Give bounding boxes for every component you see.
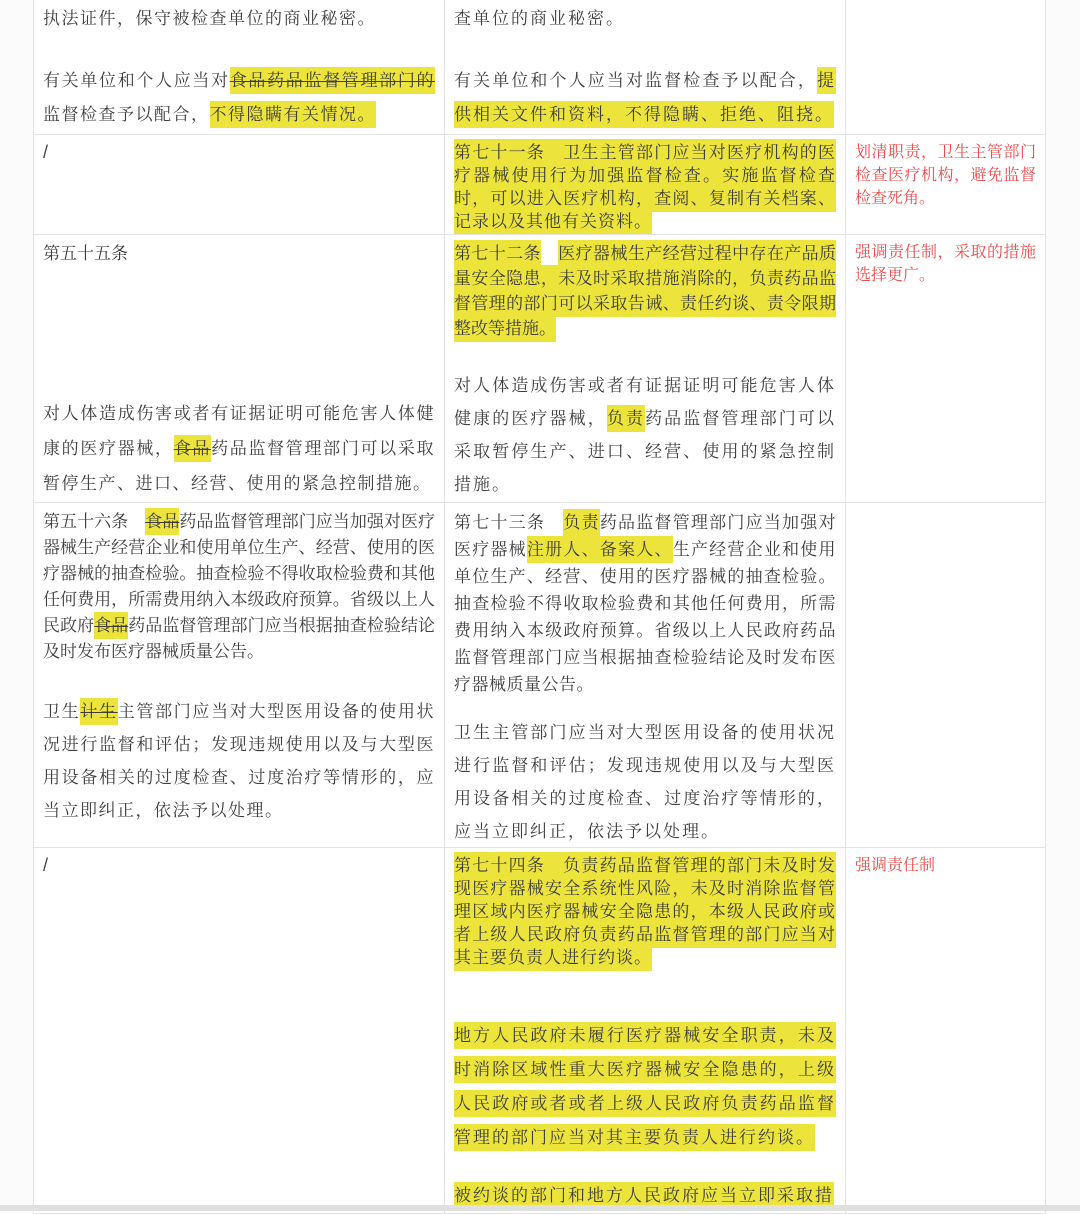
paragraph — [855, 141, 1036, 210]
comment-cell — [846, 0, 1046, 134]
row-article-74 — [34, 848, 1046, 1214]
paragraph — [43, 396, 435, 501]
paragraph — [43, 695, 435, 827]
paragraph — [454, 1019, 836, 1155]
highlighted-text: 负责 — [563, 509, 599, 536]
deleted-text: 食品 — [174, 435, 211, 462]
text-segment: 生产经营企业和使用单位生产、经营、使用的医疗器械的抽查检验。抽查检验不得收取检验费和其他任何费用，所需费用纳入本级政府预算。省级以上人民政府药品监督管理部门应当根据抽查检验结论及时发布医疗器械质量公告。 — [454, 540, 837, 694]
comparison-table — [33, 0, 1046, 1214]
highlighted-text: 第七十二条 — [454, 240, 541, 267]
text-segment: 药品监督管理部门应当加强对医疗器械生产经营企业和使用单位生产、经营、使用的医疗器械的抽查检验。抽查检验不得收取检验费和其他任何费用，所需费用纳入本级政府预算。省级以上人民政府 — [43, 512, 436, 635]
deleted-text: 食品药品监督管理部门的 — [230, 67, 435, 94]
deleted-text: 食品 — [94, 612, 128, 639]
paragraph — [454, 241, 836, 341]
paragraph — [43, 854, 435, 877]
row-inspection-cooperation — [34, 0, 1046, 135]
text-segment: / — [43, 855, 49, 875]
text-segment: 查单位的商业秘密。 — [454, 9, 625, 28]
old-law-cell — [34, 235, 445, 502]
highlighted-text: 提供相关文件和资料，不得隐瞒、拒绝、阻挠。 — [454, 67, 836, 128]
highlighted-text: 第七十一条 卫生主管部门应当对医疗机构的医疗器械使用行为加强监督检查。实施监督检查时，可以进入医疗机构，查阅、复制有关档案、记录以及其他有关资料。 — [454, 139, 836, 234]
text-segment: 划清职责，卫生主管部门检查医疗机构，避免监督检查死角。 — [855, 144, 1036, 207]
text-segment — [541, 244, 558, 263]
paragraph — [43, 64, 435, 132]
text-segment: 药品监督管理部门可以采取暂停生产、进口、经营、使用的紧急控制措施。 — [43, 439, 436, 493]
highlighted-text: 第七十四条 负责药品监督管理的部门未及时发现医疗器械安全系统性风险，未及时消除监督管理区域内医疗器械安全隐患的，本级人民政府或者上级人民政府负责药品监督管理的部门应当对其主要负责人进行约谈。 — [454, 852, 836, 971]
paragraph — [454, 369, 836, 501]
paragraph — [454, 509, 836, 698]
paragraph — [43, 241, 435, 266]
text-segment: 有关单位和个人应当对监督检查予以配合， — [454, 71, 817, 90]
text-segment: 药品监督管理部门应当根据抽查检验结论及时发布医疗器械质量公告。 — [43, 616, 436, 661]
text-segment: 药品监督管理部门可以采取暂停生产、进口、经营、使用的紧急控制措施。 — [454, 409, 837, 494]
new-law-cell — [445, 235, 846, 502]
row-article-71 — [34, 135, 1046, 235]
old-law-cell — [34, 848, 445, 1213]
comment-cell — [846, 848, 1046, 1213]
text-segment: 执法证件，保守被检查单位的商业秘密。 — [43, 9, 376, 28]
paragraph — [855, 854, 1036, 877]
text-segment: 对人体造成伤害或者有证据证明可能危害人体健康的医疗器械， — [43, 404, 435, 458]
old-law-cell — [34, 0, 445, 134]
paragraph — [43, 141, 435, 164]
text-segment: 强调责任制 — [855, 857, 936, 874]
row-article-56-73 — [34, 503, 1046, 848]
text-segment: 卫生主管部门应当对大型医用设备的使用状况进行监督和评估；发现违规使用以及与大型医用设备相关的过度检查、过度治疗等情形的，应当立即纠正，依法予以处理。 — [454, 723, 836, 841]
text-segment: 监督检查予以配合， — [43, 105, 210, 124]
text-segment: 卫生 — [43, 702, 81, 721]
new-law-cell — [445, 135, 846, 234]
paragraph — [454, 716, 836, 847]
paragraph — [454, 854, 836, 969]
text-segment: 第五十五条 — [43, 244, 128, 263]
highlighted-text: 负责 — [607, 405, 645, 432]
comment-cell — [846, 135, 1046, 234]
highlighted-text: 地方人民政府未履行医疗器械安全职责，未及时消除区域性重大医疗器械安全隐患的，上级人民政府或者或者上级人民政府负责药品监督管理的部门应当对其主要负责人进行约谈。 — [454, 1022, 836, 1151]
text-segment: 有关单位和个人应当对 — [43, 71, 230, 90]
new-law-cell — [445, 503, 846, 847]
new-law-cell — [445, 0, 846, 134]
bottom-edge-strip — [0, 1205, 1080, 1211]
row-article-55-72 — [34, 235, 1046, 503]
paragraph — [454, 64, 836, 132]
highlighted-text: 医疗器械生产经营过程中存在产品质量安全隐患，未及时采取措施消除的，负责药品监督管理的部门可以采取告诫、责任约谈、责令限期整改等措施。 — [454, 240, 836, 342]
paragraph — [855, 241, 1036, 287]
text-segment: / — [43, 142, 49, 162]
highlighted-text: 被约谈的部门和地方人民政府应当立即采取措 — [454, 1182, 834, 1209]
text-segment: 强调责任制，采取的措施选择更广。 — [855, 244, 1036, 284]
comment-cell — [846, 503, 1046, 847]
old-law-cell — [34, 135, 445, 234]
paragraph — [454, 141, 836, 233]
text-segment: 第五十六条 — [43, 512, 146, 531]
text-segment: 主管部门应当对大型医用设备的使用状况进行监督和评估；发现违规使用以及与大型医用设备相关的过度检查、过度治疗等情形的，应当立即纠正，依法予以处理。 — [43, 702, 436, 820]
old-law-cell — [34, 503, 445, 847]
text-segment: 对人体造成伤害或者有证据证明可能危害人体健康的医疗器械， — [454, 376, 836, 428]
text-segment: 药品监督管理部门应当加强对医疗器械 — [454, 513, 837, 559]
text-segment: 第七十三条 — [454, 513, 564, 532]
paragraph — [454, 2, 836, 36]
deleted-text: 食品 — [145, 508, 179, 535]
highlighted-text: 注册人、备案人、 — [527, 536, 673, 563]
new-law-cell — [445, 848, 846, 1213]
comment-cell — [846, 235, 1046, 502]
highlighted-text: 不得隐瞒有关情况。 — [210, 101, 377, 128]
deleted-text: 计生 — [80, 698, 117, 725]
paragraph — [43, 509, 435, 665]
paragraph — [43, 2, 435, 36]
